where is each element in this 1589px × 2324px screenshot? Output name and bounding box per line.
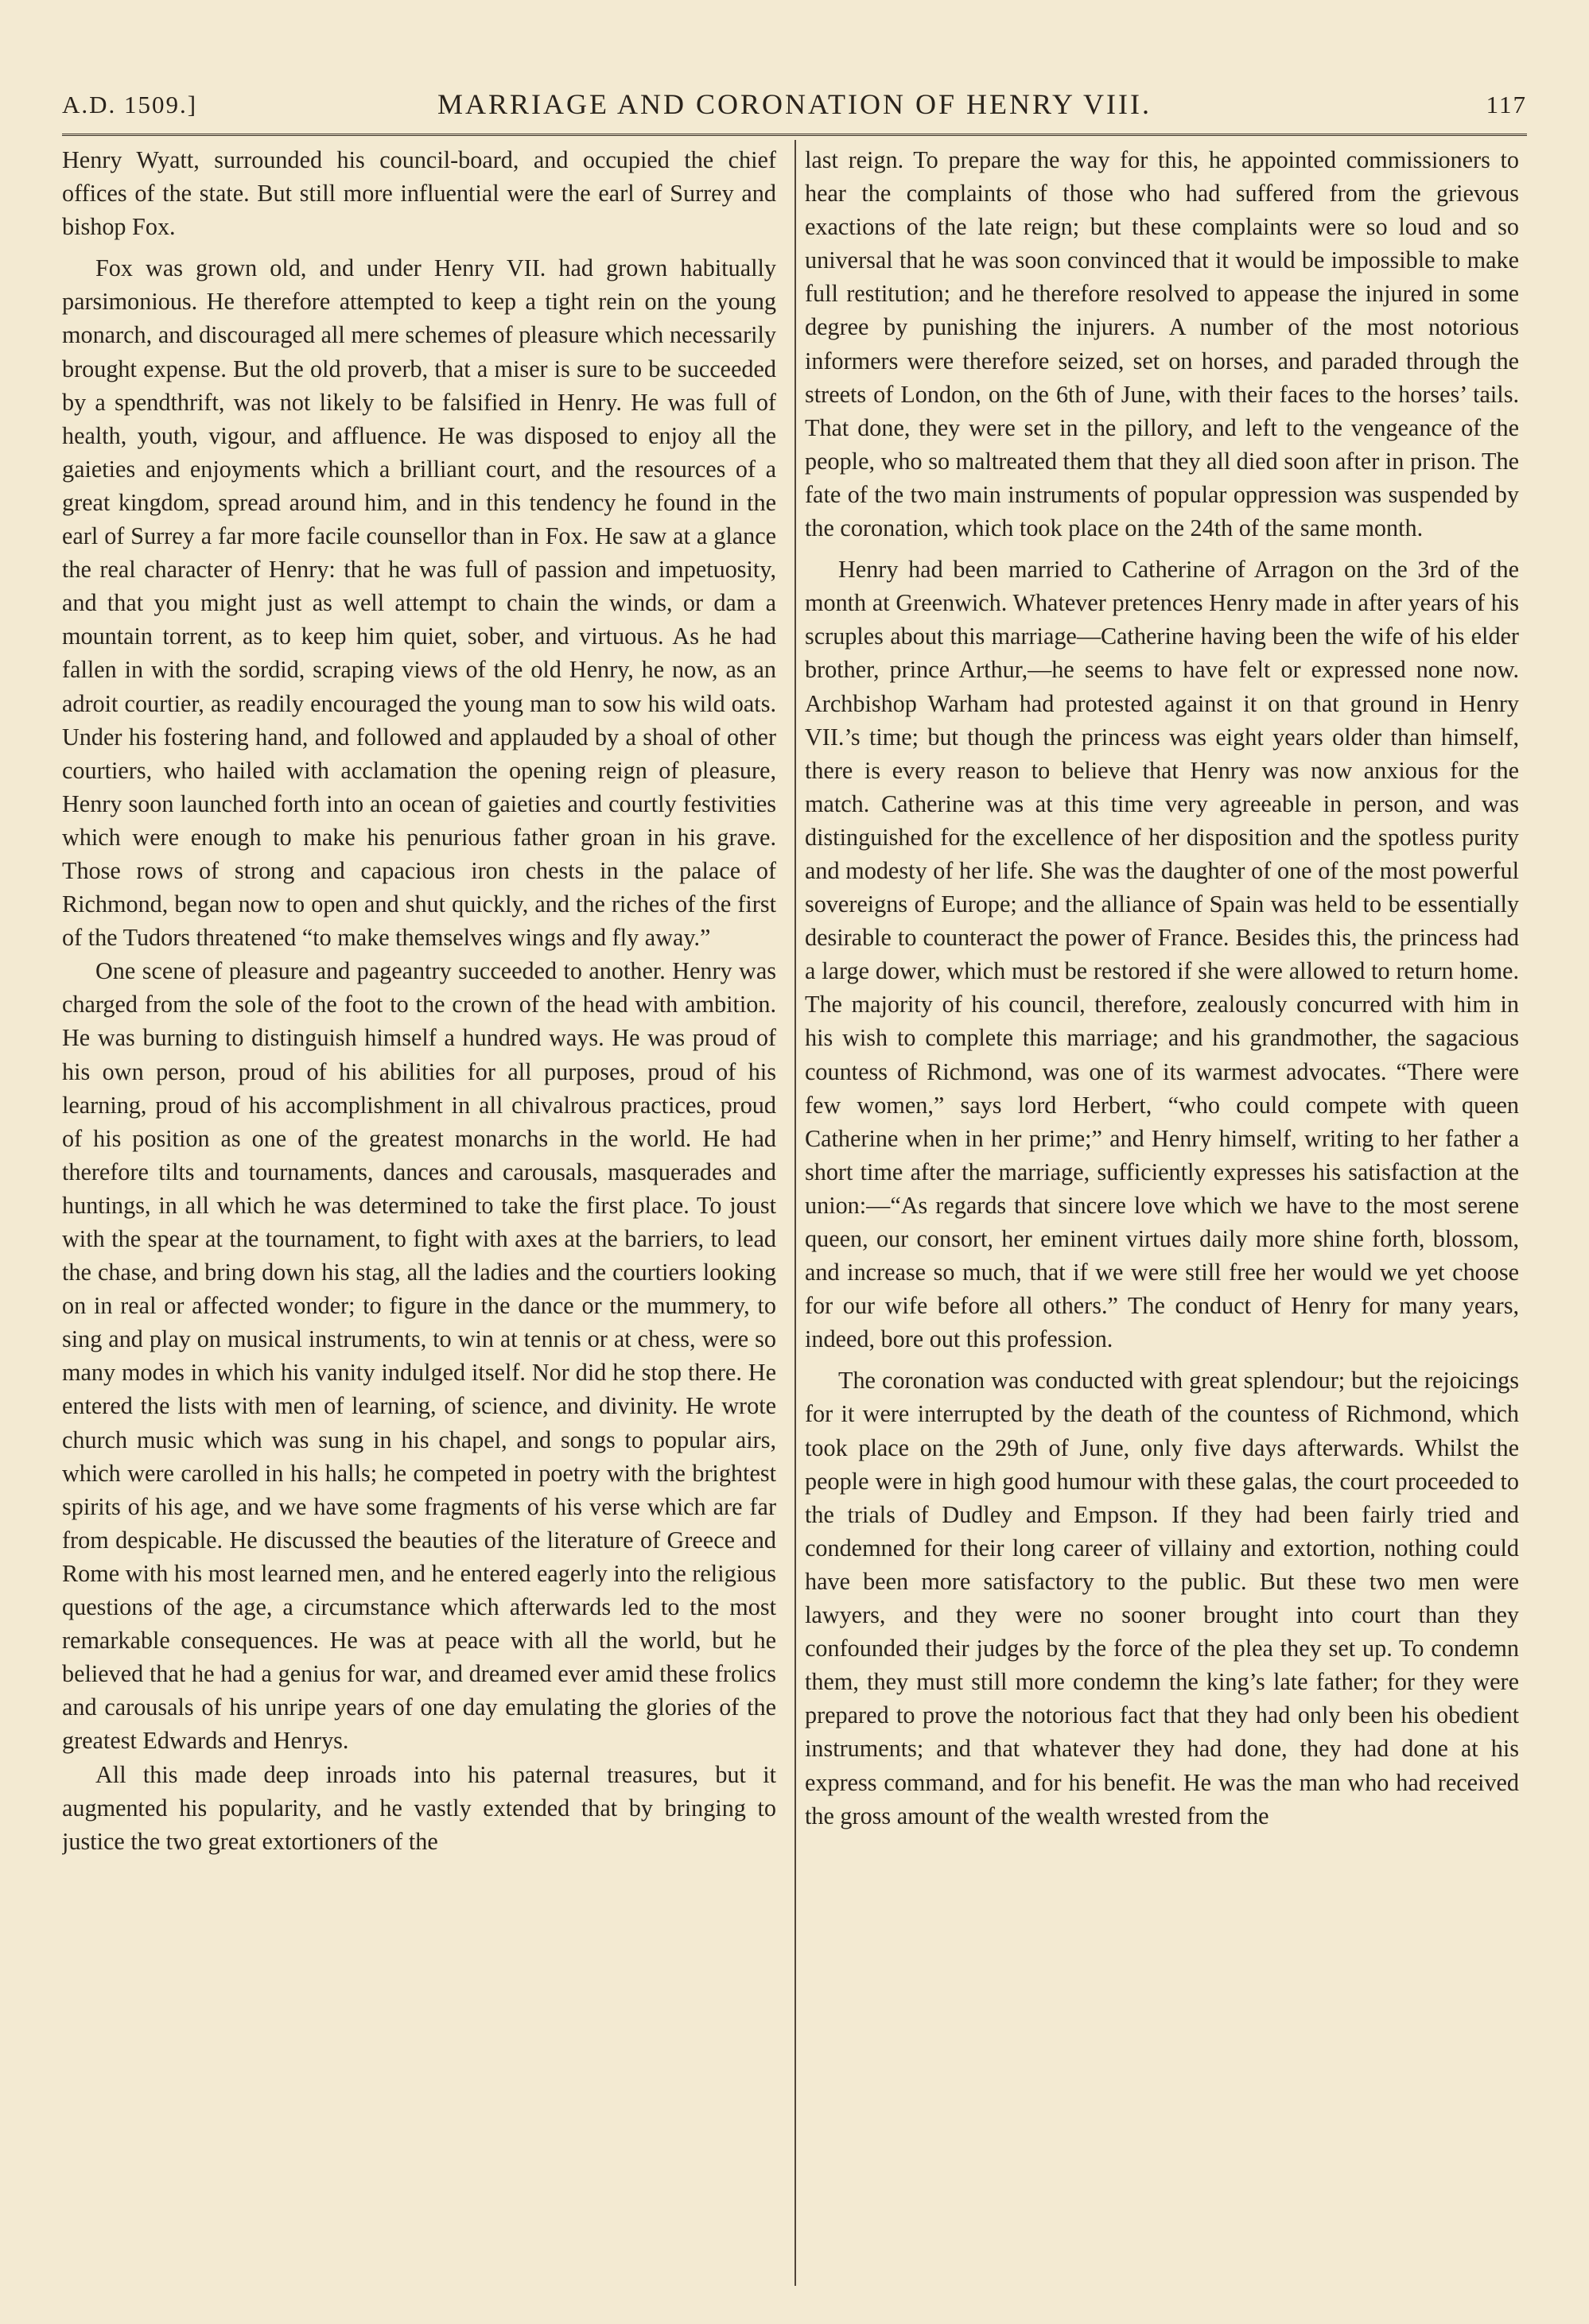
header-rule xyxy=(62,134,1527,136)
left-paragraph-3: One scene of pleasure and pageantry succeeded to another. Henry was charged from the sole of the foot to the crown of the head with ambition. He was burning to distinguish himself a hundred ways. He was proud of his own person, proud of his abilities for all purposes, proud of his learning, proud of his accomplishment in all chivalrous practices, proud of his position as one of the greatest monarchs in the world. He had therefore tilts and tournaments, dances and carousals, masquerades and huntings, in all which he was determined to take the first place. To joust with the spear at the tournament, to fight with axes at the barriers, to lead the chase, and bring down his stag, all the ladies and the courtiers looking on in real or affected wonder; to figure in the dance or the mummery, to sing and play on musical instruments, to win at tennis or at chess, were so many modes in which his vanity indulged itself. Nor did he stop there. He entered the lists with men of learning, of science, and divinity. He wrote church music which was sung in his chapel, and songs to popular airs, which were carolled in his halls; he competed in poetry with the brightest spirits of his age, and we have some fragments of his verse which are far from despicable. He discussed the beauties of the literature of Greece and Rome with his most learned men, and he entered eagerly into the religious questions of the age, a circumstance which afterwards led to the most remarkable consequences. He was at peace with all the world, but he believed that he had a genius for war, and dreamed ever amid these frolics and carousals of his unripe years of one day emulating the glories of the greatest Edwards and Henrys. xyxy=(62,957,776,1755)
right-column xyxy=(805,143,1519,2292)
left-paragraph-2: Fox was grown old, and under Henry VII. had grown habitually parsimonious. He therefore attempted to keep a tight rein on the young monarch, and discouraged all mere schemes of pleasure which necessarily brought expense. But the old proverb, that a miser is sure to be succeeded by a spendthrift, was not likely to be falsified in Henry. He was full of health, youth, vigour, and affluence. He was disposed to enjoy all the gaieties and enjoyments which a brilliant court, and the resources of a great kingdom, spread around him, and in this tendency he found in the earl of Surrey a far more facile counsellor than in Fox. He saw at a glance the real character of Henry: that he was full of passion and impetuosity, and that you might just as well attempt to chain the winds, or dam a mountain torrent, as to keep him quiet, sober, and virtuous. As he had fallen in with the sordid, scraping views of the old Henry, he now, as an adroit courtier, as readily encouraged the young man to sow his wild oats. Under his fostering hand, and followed and applauded by a shoal of other courtiers, who hailed with acclamation the opening reign of pleasure, Henry soon launched forth into an ocean of gaieties and courtly festivities which were enough to make his penurious father groan in his grave. Those rows of strong and capacious iron chests in the palace of Richmond, began now to open and shut quickly, and the riches of the first of the Tudors threatened “to make themselves wings and fly away.” xyxy=(62,254,776,952)
header-title: MARRIAGE AND CORONATION OF HENRY VIII. xyxy=(437,88,1152,120)
right-paragraph-1: last reign. To prepare the way for this, he appointed commissioners to hear the complaints of those who had suffered from the grievous exactions of the late reign; but these complaints were so loud and so universal that he was soon convinced that it would be impossible to make full restitution; and he therefore resolved to appease the injured in some degree by punishing the injurers. A number of the most notorious informers were therefore seized, set on horses, and paraded through the streets of London, on the 6th of June, with their faces to the horses’ tails. That done, they were set in the pillory, and left to the vengeance of the people, who so maltreated them that they all died soon after in prison. The fate of the two main instruments of popular oppression was suspended by the coronation, which took place on the 24th of the same month. xyxy=(805,146,1519,542)
page-number: 117 xyxy=(1486,91,1527,118)
right-paragraph-3: The coronation was conducted with great splendour; but the rejoicings for it were interrupted by the death of the countess of Richmond, which took place on the 29th of June, only five days afterwards. Whilst the people were in high good humour with these galas, the court proceeded to the trials of Dudley and Empson. If they had been fairly tried and condemned for their long career of villainy and extortion, nothing could have been more satisfactory to the public. But these two men were lawyers, and they were no sooner brought into court than they confounded their judges by the force of the plea they set up. To condemn them, they must still more condemn the king’s late father; for they were prepared to prove the notorious fact that they had only been his obedient instruments; and that whatever they had done, they had done at his express command, and for his benefit. He was the man who had received the gross amount of the wealth wrested from the xyxy=(805,1367,1519,1829)
header-date: A.D. 1509.] xyxy=(62,91,198,118)
left-paragraph-1: Henry Wyatt, surrounded his council-board, and occupied the chief offices of the state. But still more influential were the earl of Surrey and bishop Fox. xyxy=(62,146,776,241)
running-header xyxy=(62,83,1527,130)
left-column xyxy=(62,143,776,2292)
left-paragraph-4: All this made deep inroads into his paternal treasures, but it augmented his popularity, and he vastly extended that by bringing to justice the two great extortioners of the xyxy=(62,1760,776,1855)
column-divider xyxy=(794,140,796,2286)
right-paragraph-2: Henry had been married to Catherine of Arragon on the 3rd of the month at Greenwich. Whatever pretences Henry made in after years of his scruples about this marriage—Catherine having been the wife of his elder brother, prince Arthur,—he seems to have felt or expressed none now. Archbishop Warham had protested against it on that ground in Henry VII.’s time; but though the princess was eight years older than himself, there is every reason to believe that Henry was now anxious for the match. Catherine was at this time very agreeable in person, and was distinguished for the excellence of her disposition and the spotless purity and modesty of her life. She was the daughter of one of the most powerful sovereigns of Europe; and the alliance of Spain was held to be essentially desirable to counteract the power of France. Besides this, the princess had a large dower, which must be restored if she were allowed to return home. The majority of his council, therefore, zealously concurred with him in his wish to complete this marriage; and his grandmother, the sagacious countess of Richmond, was one of its warmest advocates. “There were few women,” says lord Herbert, “who could compete with queen Catherine when in her prime;” and Henry himself, writing to her father a short time after the marriage, sufficiently expresses his satisfaction at the union:—“As regards that sincere love which we have to the most serene queen, our consort, her eminent virtues daily more shine forth, blossom, and increase so much, that if we were still free her would we yet choose for our wife before all others.” The conduct of Henry for many years, indeed, bore out this profession. xyxy=(805,556,1519,1353)
